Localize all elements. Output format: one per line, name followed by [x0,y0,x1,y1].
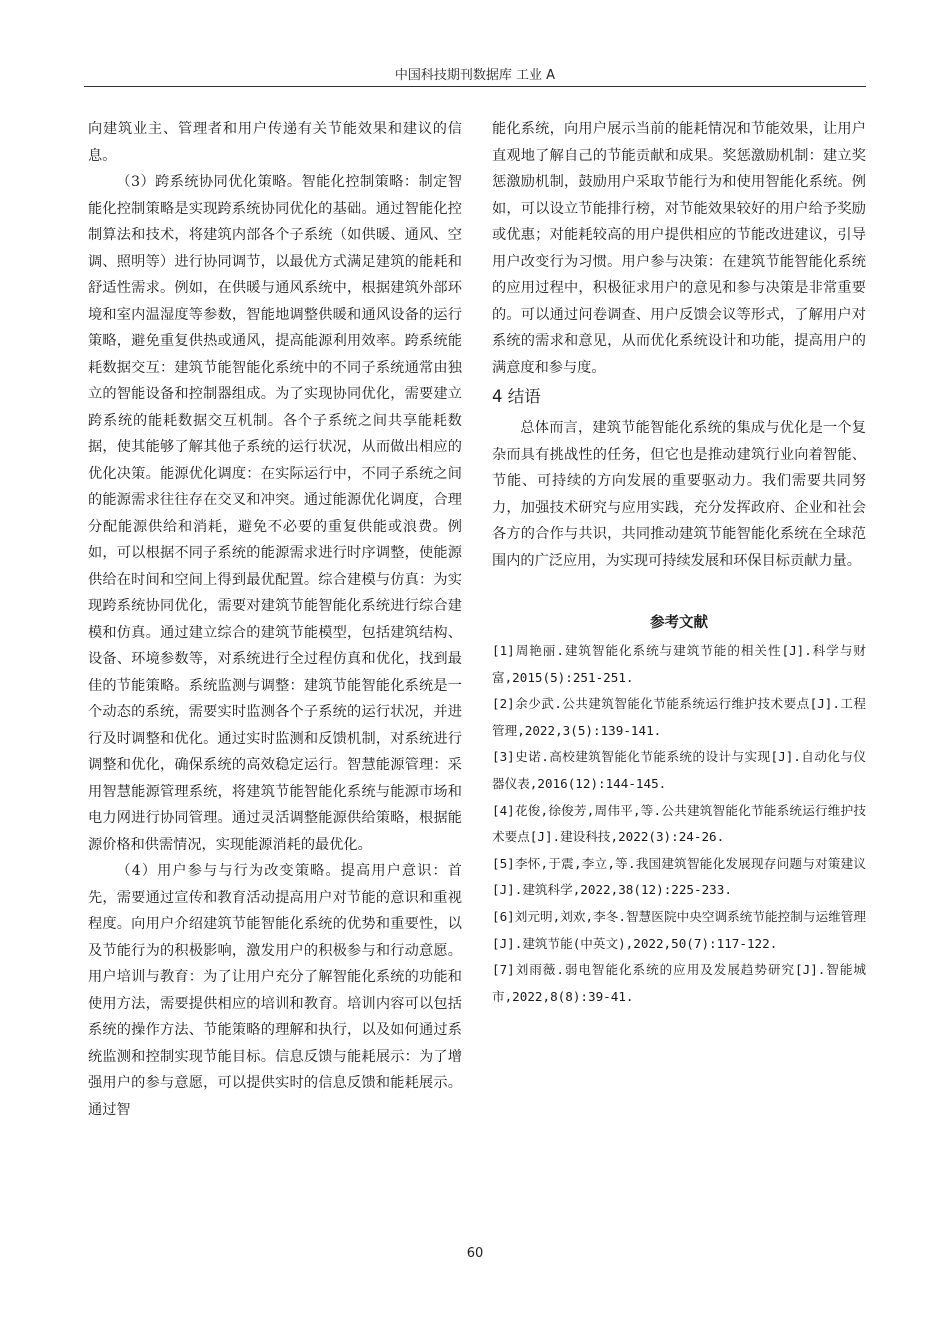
reference-item: [4]花俊,徐俊芳,周伟平,等.公共建筑智能化节能系统运行维护技术要点[J].建设科技,2022(3):24-26. [492,802,866,845]
references-title: 参考文献 [650,615,708,631]
paragraph-user-participation-strategy: （4）用户参与与行为改变策略。提高用户意识：首先，需要通过宣传和教育活动提高用户对节能的意识和重视程度。向用户介绍建筑节能智能化系统的优势和重要性，以及节能行为的积极影响，激发用户的积极参与和行动意愿。用户培训与教育：为了让用户充分了解智能化系统的功能和使用方法，需要提供相应的培训和教育。培训内容可以包括系统的操作方法、节能策略的理解和执行，以及如何通过系统监测和控制实现节能目标。信息反馈与能耗展示：为了增强用户的参与意愿，可以提供实时的信息反馈和能耗展示。通过智 [88,863,462,1118]
header-divider [84,86,866,87]
journal-header: 中国科技期刊数据库 工业 A [394,68,556,83]
section-title-conclusion: 4 结语 [492,387,541,406]
reference-item: [3]史诺.高校建筑智能化节能系统的设计与实现[J].自动化与仪器仪表,2016(12):144-145. [492,749,866,791]
reference-item: [2]余少武.公共建筑智能化节能系统运行维护技术要点[J].工程管理,2022,3(5):139-141. [492,696,866,738]
paragraph-continuation: 向建筑业主、管理者和用户传递有关节能效果和建议的信息。 [88,121,462,164]
page-number: 60 [466,1246,484,1261]
reference-item: [6]刘元明,刘欢,李冬.智慧医院中央空调系统节能控制与运维管理[J].建筑节能(中英文),2022,50(7):117-122. [492,908,866,951]
reference-item: [1]周艳丽.建筑智能化系统与建筑节能的相关性[J].科学与财富,2015(5):251-251. [492,643,866,685]
references-list [492,638,866,1010]
reference-item: [5]李怀,于震,李立,等.我国建筑智能化发展现存问题与对策建议[J].建筑科学,2022,38(12):225-233. [492,855,866,898]
paragraph-continuation-right: 能化系统，向用户展示当前的能耗情况和节能效果，让用户直观地了解自己的节能贡献和成果。奖惩激励机制：建立奖惩激励机制，鼓励用户采取节能行为和使用智能化系统。例如，可以设立节能排行榜，对节能效果较好的用户给予奖励或优惠；对能耗较高的用户提供相应的节能改进建议，引导用户改变行为习惯。用户参与决策：在建筑节能智能化系统的应用过程中，积极征求用户的意见和参与决策是非常重要的。可以通过问卷调查、用户反馈会议等形式，了解用户对系统的需求和意见，从而优化系统设计和功能，提高用户的满意度和参与度。 [492,121,866,376]
left-column [88,116,462,1123]
reference-item: [7]刘雨薇.弱电智能化系统的应用及发展趋势研究[J].智能城市,2022,8(8):39-41. [492,962,866,1004]
paragraph-conclusion: 总体而言，建筑节能智能化系统的集成与优化是一个复杂而具有挑战性的任务，但它也是推动建筑行业向着智能、节能、可持续的方向发展的重要驱动力。我们需要共同努力，加强技术研究与应用实践，充分发挥政府、企业和社会各方的合作与共识，共同推动建筑节能智能化系统在全球范围内的广泛应用，为实现可持续发展和环保目标贡献力量。 [492,420,866,569]
right-column [492,116,866,1010]
paragraph-cross-system-strategy: （3）跨系统协同优化策略。智能化控制策略：制定智能化控制策略是实现跨系统协同优化的基础。通过智能化控制算法和技术，将建筑内部各个子系统（如供暖、通风、空调、照明等）进行协同调节，以最优方式满足建筑的能耗和舒适性需求。例如，在供暖与通风系统中，根据建筑外部环境和室内温湿度等参数，智能地调整供暖和通风设备的运行策略，避免重复供热或通风，提高能源利用效率。跨系统能耗数据交互：建筑节能智能化系统中的不同子系统通常由独立的智能设备和控制器组成。为了实现协同优化，需要建立跨系统的能耗数据交互机制。各个子系统之间共享能耗数据，使其能够了解其他子系统的运行状况，从而做出相应的优化决策。能源优化调度：在实际运行中，不同子系统之间的能源需求往往存在交叉和冲突。通过能源优化调度，合理分配能源供给和消耗，避免不必要的重复供能或浪费。例如，可以根据不同子系统的能源需求进行时序调整，使能源供给在时间和空间上得到最优配置。综合建模与仿真：为实现跨系统协同优化，需要对建筑节能智能化系统进行综合建模和仿真。通过建立综合的建筑节能模型，包括建筑结构、设备、环境参数等，对系统进行全过程仿真和优化，找到最佳的节能策略。系统监测与调整：建筑节能智能化系统是一个动态的系统，需要实时监测各个子系统的运行状况，并进行及时调整和优化。通过实时监测和反馈机制，对系统进行调整和优化，确保系统的高效稳定运行。智慧能源管理：采用智慧能源管理系统，将建筑节能智能化系统与能源市场和电力网进行协同管理。通过灵活调整能源供给策略，根据能源价格和供需情况，实现能源消耗的最优化。 [88,174,462,853]
